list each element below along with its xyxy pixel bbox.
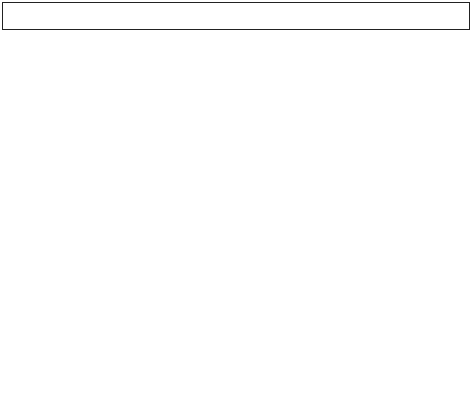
watermark-text (40, 198, 440, 222)
table-title (2, 2, 470, 30)
